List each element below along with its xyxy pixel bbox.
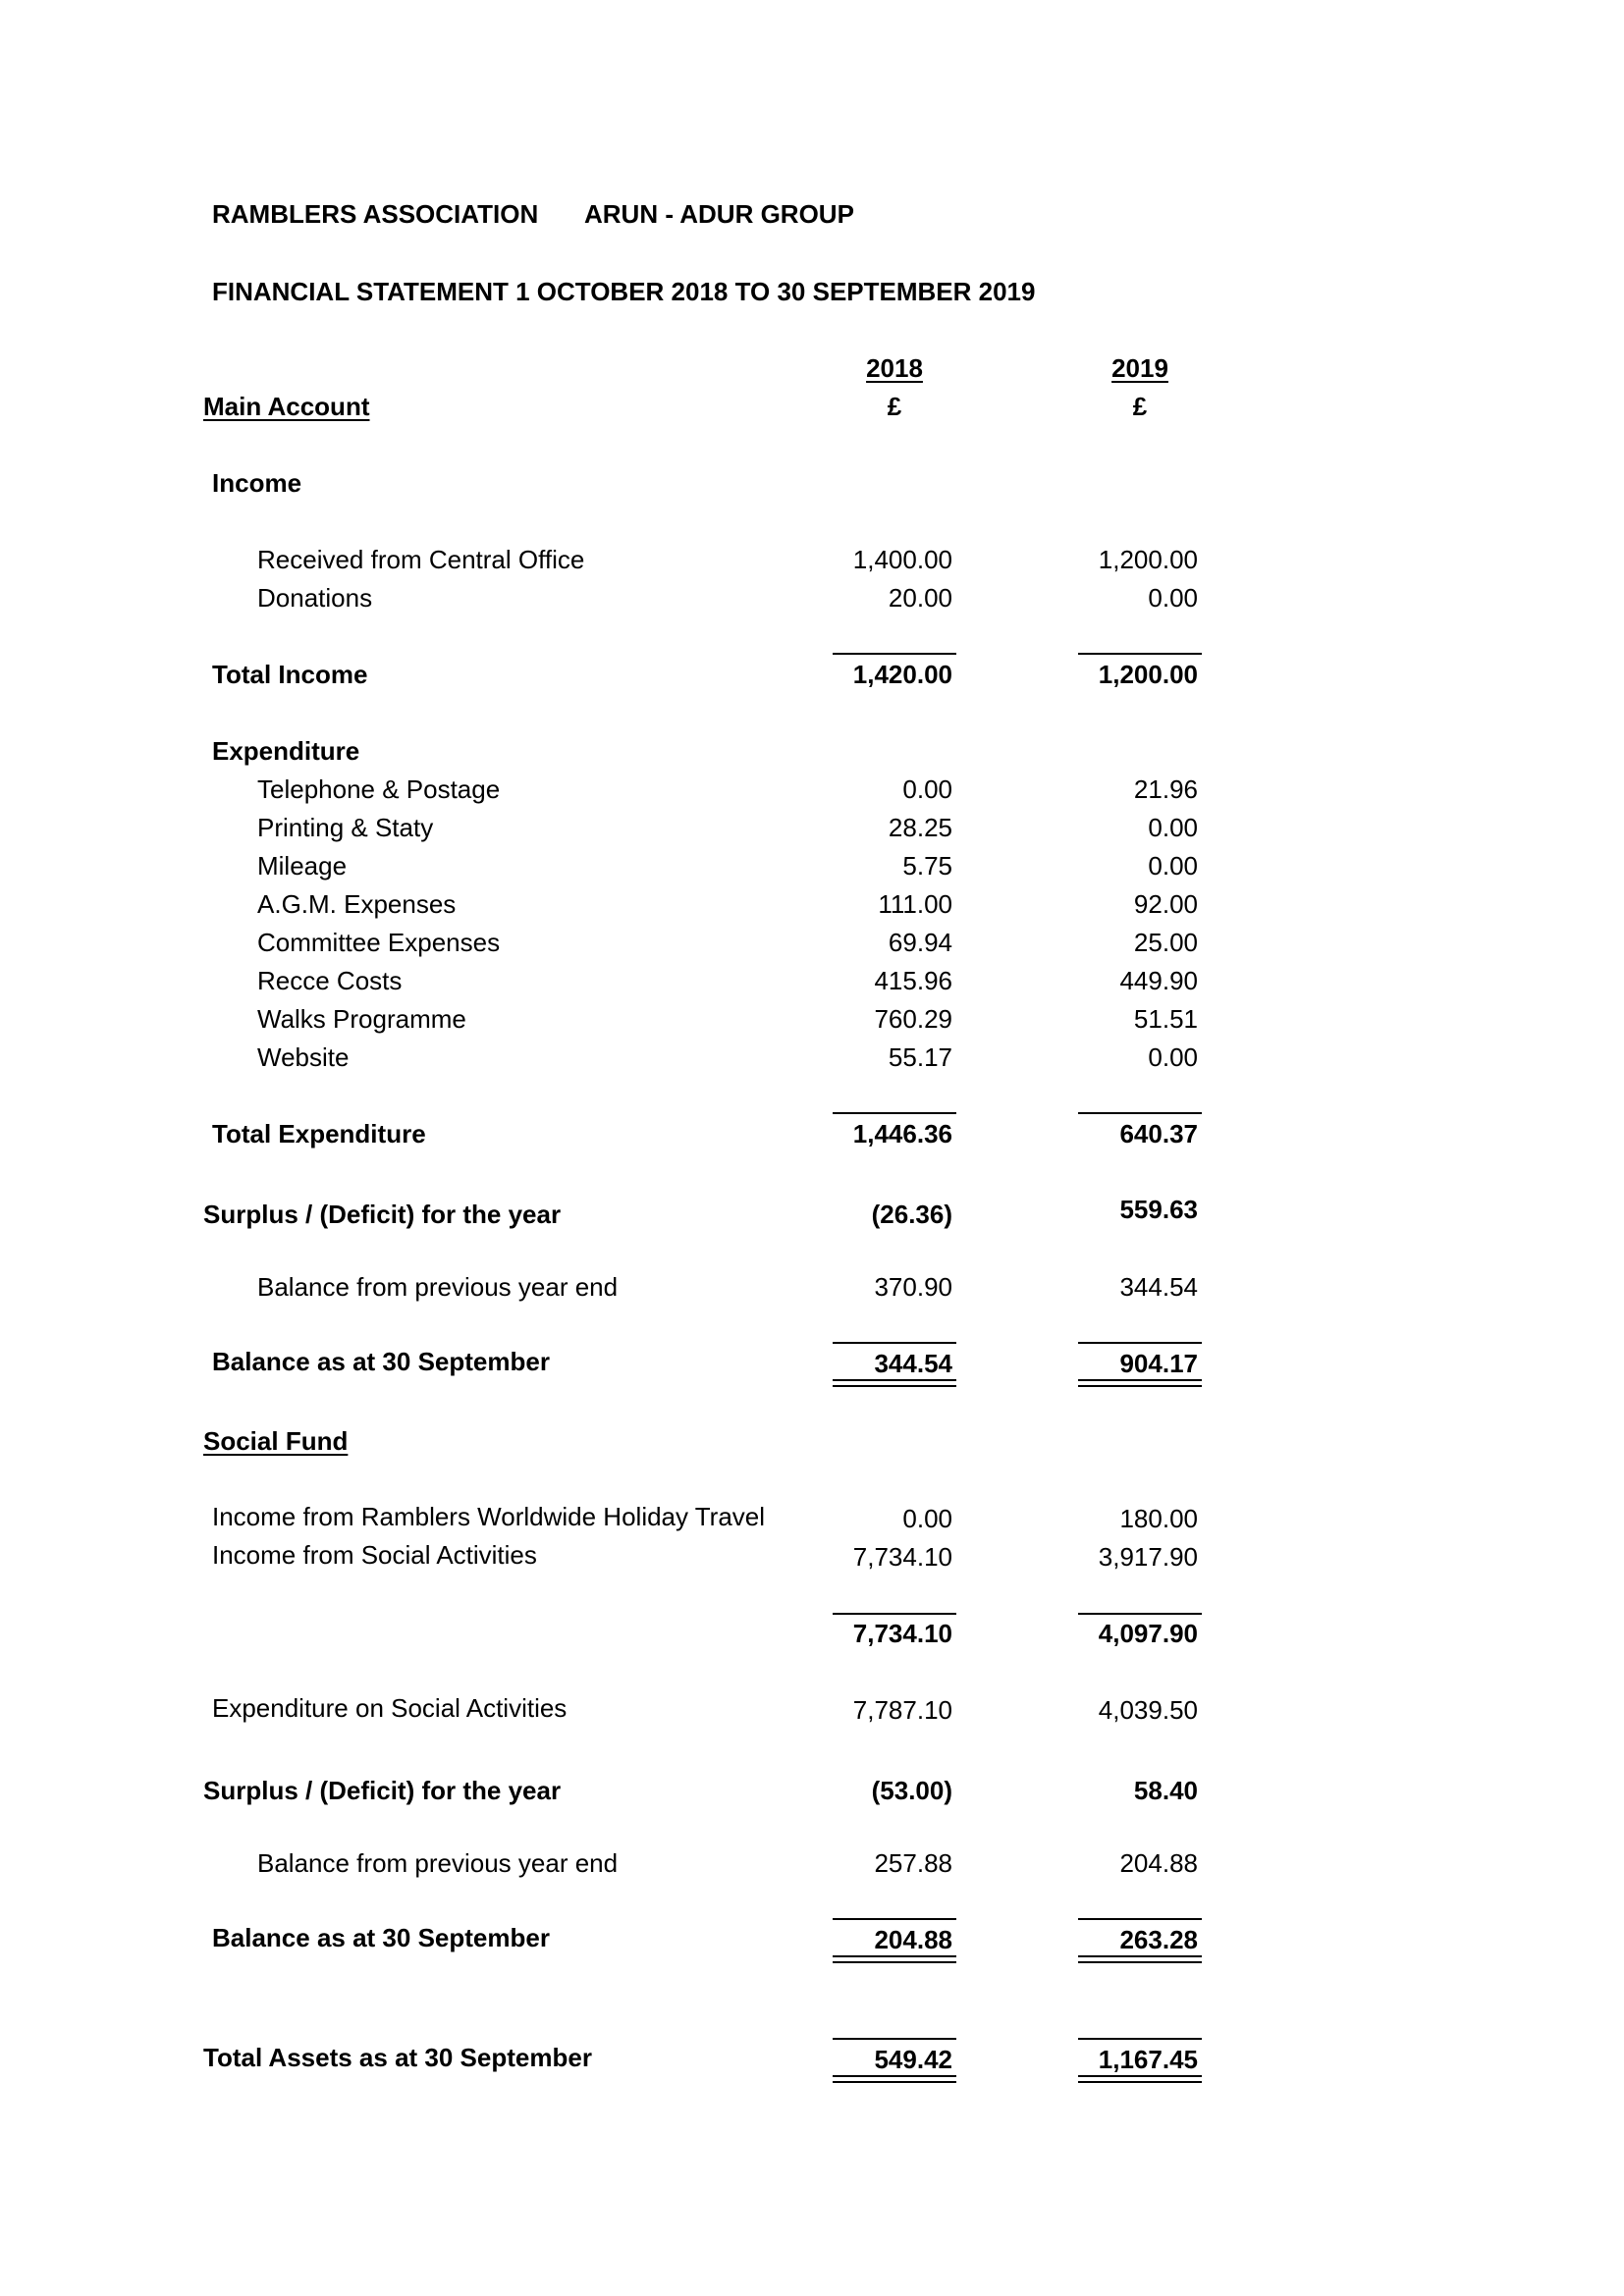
income-item-2018: 1,400.00 (852, 545, 952, 574)
expenditure-item-2019: 21.96 (1133, 774, 1198, 804)
total-rule (1078, 1342, 1202, 1344)
double-rule (1078, 1955, 1202, 1963)
social-expenditure-2019: 4,039.50 (1098, 1695, 1198, 1725)
income-heading: Income (212, 468, 302, 498)
expenditure-item-2018: 0.00 (902, 774, 952, 804)
expenditure-item-label: Walks Programme (257, 1004, 466, 1034)
total-rule (833, 2038, 956, 2040)
expenditure-item-2018: 55.17 (888, 1042, 952, 1072)
expenditure-item-2019: 92.00 (1133, 889, 1198, 919)
total-income-2019: 1,200.00 (1098, 660, 1198, 689)
social-expenditure-label: Expenditure on Social Activities (212, 1693, 568, 1723)
group-name: ARUN - ADUR GROUP (584, 199, 854, 229)
total-income-label: Total Income (212, 660, 368, 689)
total-assets-2019: 1,167.45 (1098, 2045, 1198, 2074)
income-item-2018: 20.00 (888, 583, 952, 613)
expenditure-heading: Expenditure (212, 736, 360, 766)
expenditure-item-2018: 111.00 (878, 889, 952, 919)
social-subtotal-2018: 7,734.10 (852, 1619, 952, 1648)
expenditure-item-2018: 28.25 (888, 813, 952, 842)
social-surplus-label: Surplus / (Deficit) for the year (203, 1776, 562, 1805)
income-item-2019: 0.00 (1148, 583, 1198, 613)
total-income-2018: 1,420.00 (852, 660, 952, 689)
main-surplus-label: Surplus / (Deficit) for the year (203, 1200, 562, 1229)
org-name: RAMBLERS ASSOCIATION (212, 199, 539, 229)
social-income-2019: 3,917.90 (1098, 1542, 1198, 1572)
statement-title: FINANCIAL STATEMENT 1 OCTOBER 2018 TO 30 SEPTEMBER 2019 (212, 277, 1036, 306)
social-balance-end-2019: 263.28 (1119, 1925, 1198, 1954)
double-rule (833, 1955, 956, 1963)
double-rule (1078, 2075, 1202, 2083)
social-subtotal-2019: 4,097.90 (1098, 1619, 1198, 1648)
total-expenditure-2019: 640.37 (1119, 1119, 1198, 1148)
currency-2019: £ (1132, 392, 1148, 421)
main-surplus-2019: 559.63 (1119, 1195, 1198, 1224)
expenditure-item-label: Printing & Staty (257, 813, 434, 842)
income-item-label: Donations (257, 583, 373, 613)
income-item-label: Received from Central Office (257, 545, 585, 574)
total-rule (833, 653, 956, 655)
main-balance-end-2019: 904.17 (1119, 1349, 1198, 1378)
social-balance-prev-2019: 204.88 (1119, 1848, 1198, 1878)
total-assets-2018: 549.42 (874, 2045, 952, 2074)
column-header-2019: 2019 (1111, 353, 1168, 383)
double-rule (833, 1379, 956, 1387)
social-income-label: Income from Ramblers Worldwide Holiday Travel (212, 1502, 766, 1531)
expenditure-item-label: Telephone & Postage (257, 774, 501, 804)
double-rule (833, 2075, 956, 2083)
main-balance-prev-2018: 370.90 (874, 1272, 952, 1302)
expenditure-item-label: Committee Expenses (257, 928, 501, 957)
social-surplus-2018: (53.00) (871, 1776, 952, 1805)
total-rule (1078, 2038, 1202, 2040)
main-balance-prev-2019: 344.54 (1119, 1272, 1198, 1302)
total-expenditure-2018: 1,446.36 (852, 1119, 952, 1148)
expenditure-item-2019: 0.00 (1148, 813, 1198, 842)
expenditure-item-2018: 415.96 (874, 966, 952, 995)
expenditure-item-2019: 51.51 (1133, 1004, 1198, 1034)
expenditure-item-2019: 25.00 (1133, 928, 1198, 957)
income-item-2019: 1,200.00 (1098, 545, 1198, 574)
social-balance-end-label: Balance as at 30 September (212, 1923, 550, 1952)
social-expenditure-2018: 7,787.10 (852, 1695, 952, 1725)
social-income-2018: 0.00 (902, 1504, 952, 1533)
currency-2018: £ (887, 392, 902, 421)
expenditure-item-label: Mileage (257, 851, 348, 881)
social-balance-prev-2018: 257.88 (874, 1848, 952, 1878)
expenditure-item-label: Recce Costs (257, 966, 403, 995)
social-fund-heading: Social Fund (203, 1426, 349, 1456)
total-rule (833, 1342, 956, 1344)
total-rule (1078, 1613, 1202, 1615)
total-rule (833, 1918, 956, 1920)
expenditure-item-2018: 760.29 (874, 1004, 952, 1034)
social-balance-end-2018: 204.88 (874, 1925, 952, 1954)
column-header-2018: 2018 (866, 353, 923, 383)
double-rule (1078, 1379, 1202, 1387)
total-rule (1078, 1112, 1202, 1114)
expenditure-item-label: A.G.M. Expenses (257, 889, 457, 919)
main-balance-end-2018: 344.54 (874, 1349, 952, 1378)
total-assets-label: Total Assets as at 30 September (203, 2043, 592, 2072)
expenditure-item-label: Website (257, 1042, 350, 1072)
social-income-label: Income from Social Activities (212, 1540, 537, 1570)
expenditure-item-2019: 449.90 (1119, 966, 1198, 995)
main-balance-prev-label: Balance from previous year end (257, 1272, 619, 1302)
expenditure-item-2019: 0.00 (1148, 1042, 1198, 1072)
total-rule (833, 1613, 956, 1615)
total-expenditure-label: Total Expenditure (212, 1119, 426, 1148)
social-income-2019: 180.00 (1119, 1504, 1198, 1533)
expenditure-item-2018: 69.94 (888, 928, 952, 957)
social-balance-prev-label: Balance from previous year end (257, 1848, 619, 1878)
expenditure-item-2018: 5.75 (902, 851, 952, 881)
main-balance-end-label: Balance as at 30 September (212, 1347, 550, 1376)
main-account-heading: Main Account (203, 392, 370, 421)
total-rule (833, 1112, 956, 1114)
main-surplus-2018: (26.36) (871, 1200, 952, 1229)
social-income-2018: 7,734.10 (852, 1542, 952, 1572)
total-rule (1078, 653, 1202, 655)
social-surplus-2019: 58.40 (1133, 1776, 1198, 1805)
total-rule (1078, 1918, 1202, 1920)
expenditure-item-2019: 0.00 (1148, 851, 1198, 881)
